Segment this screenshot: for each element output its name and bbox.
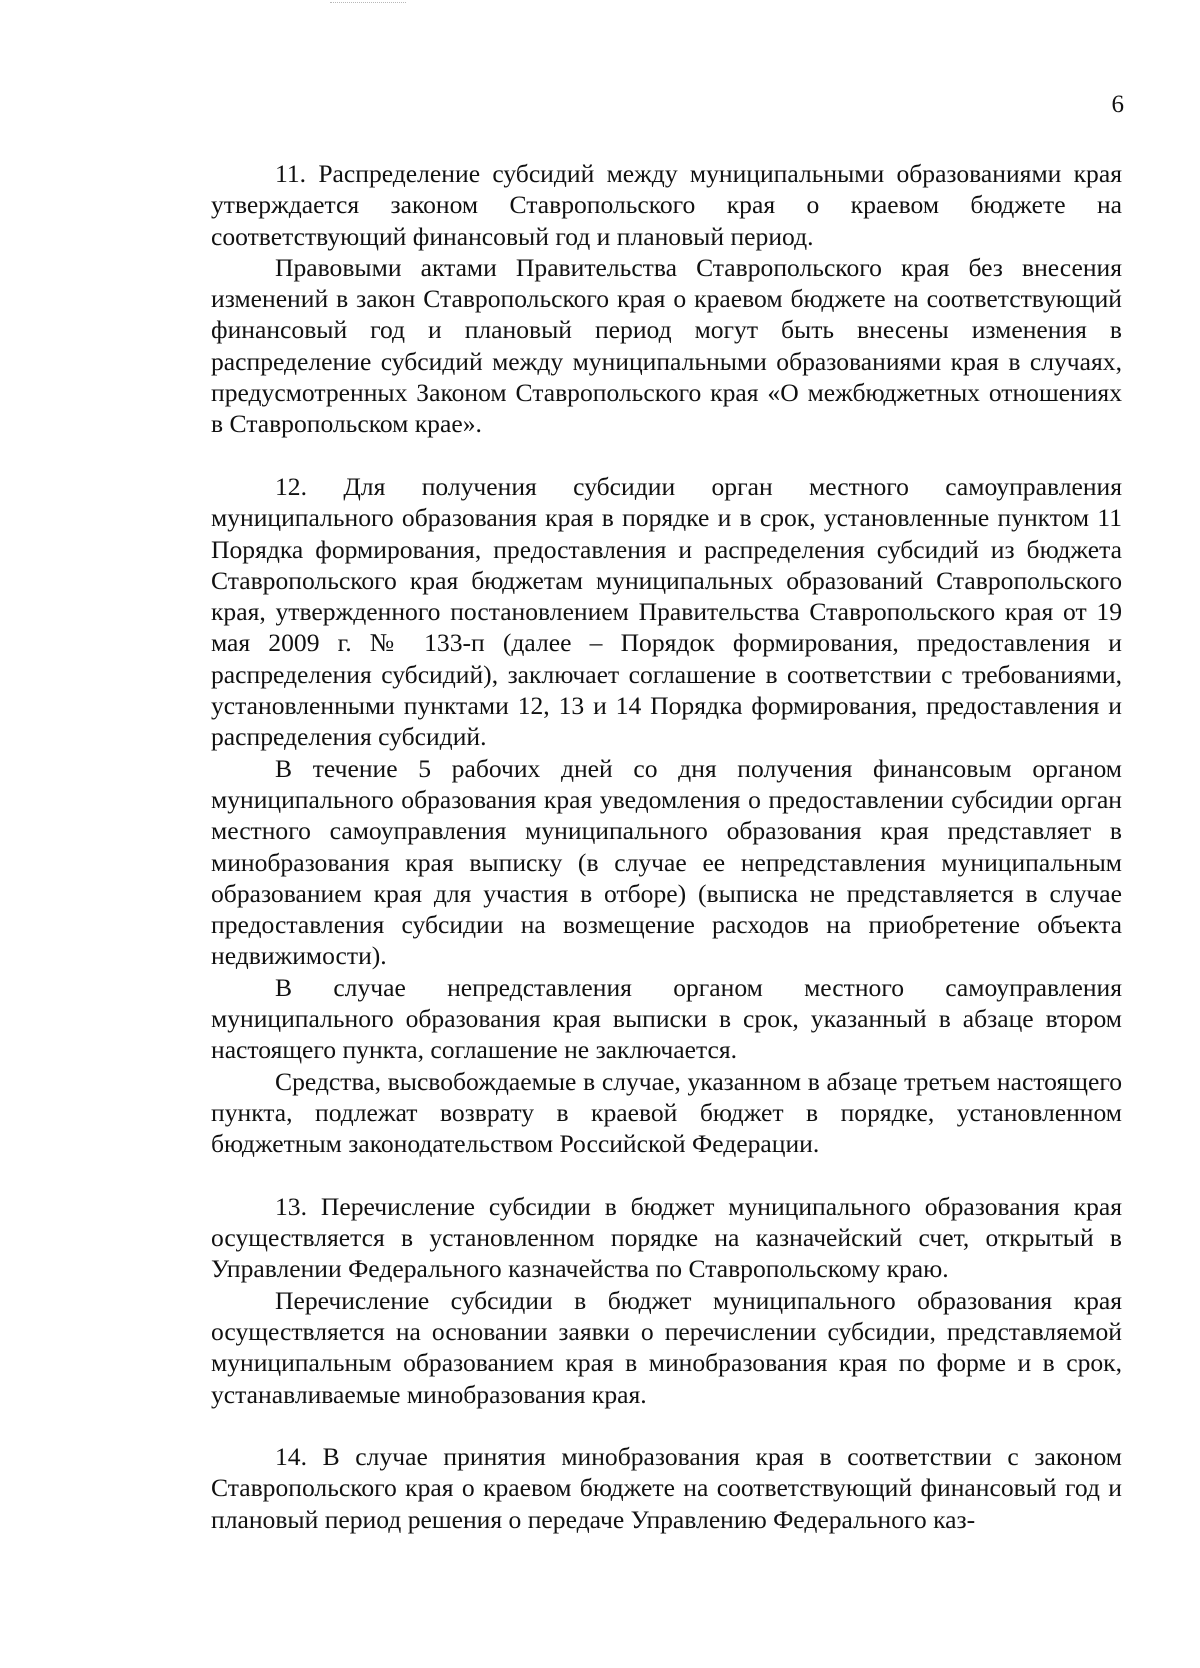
paragraph-12: 12. Для получения субсидии орган местного самоуправления муниципального образования края в порядке и в срок, установленные пунктом 11 Порядка формирования, предоставления и распределения субсидий из бюджета Ставропольского края бюджетам муниципальных образований Ставропольского края, утвержденного постановлением Правительства Ставропольского края от 19 мая 2009 г. № 133-п (далее – Порядок формирования, предоставления и распределения субсидий), заключает соглашение в соответствии с требованиями, установленными пунктами 12, 13 и 14 Порядка формирования, предоставления и распределения субсидий. — [211, 471, 1122, 752]
paragraph-12-no-agreement: В случае непредставления органом местного самоуправления муниципального образования края выписки в срок, указанный в абзаце втором настоящего пункта, соглашение не заключается. — [211, 972, 1122, 1065]
paragraph-13: 13. Перечисление субсидии в бюджет муниципального образования края осуществляется в установленном порядке на казначейский счет, открытый в Управлении Федерального казначейства по Ставропольскому краю. — [211, 1191, 1122, 1284]
paragraph-14: 14. В случае принятия минобразования края в соответствии с законом Ставропольского края о краевом бюджете на соответствующий финансовый год и плановый период решения о передаче Управлению Федерального каз- — [211, 1442, 1122, 1534]
document-body — [211, 158, 1122, 1535]
paragraph-12-funds-return: Средства, высвобождаемые в случае, указанном в абзаце третьем настоящего пункта, подлежат возврату в краевой бюджет в порядке, установленном бюджетным законодательством Российской Федерации. — [211, 1066, 1122, 1159]
page-number: 6 — [1111, 91, 1124, 118]
paragraph-11: 11. Распределение субсидий между муниципальными образованиями края утверждается законом Ставропольского края о краевом бюджете на соответствующий финансовый год и плановый период. — [211, 159, 1122, 251]
paragraph-11-legal-acts: Правовыми актами Правительства Ставропольского края без внесения изменений в закон Ставропольского края о краевом бюджете на соответствующий финансовый год и плановый период могут быть внесены изменения в распределение субсидий между муниципальными образованиями края в случаях, предусмотренных Законом Ставропольского края «О межбюджетных отношениях в Ставропольском крае». — [211, 252, 1122, 439]
paragraph-13-transfer-request: Перечисление субсидии в бюджет муниципального образования края осуществляется на основании заявки о перечислении субсидии, представляемой муниципальным образованием края в минобразования края по форме и в срок, устанавливаемые минобразования края. — [211, 1285, 1122, 1409]
paragraph-12-extract-deadline: В течение 5 рабочих дней со дня получения финансовым органом муниципального образования края уведомления о предоставлении субсидии орган местного самоуправления муниципального образования края представляет в минобразования края выписку (в случае ее непредставления муниципальным образованием края для участия в отборе) (выписка не представляется в случае предоставления субсидии на возмещение расходов на приобретение объекта недвижимости). — [211, 753, 1122, 971]
scan-artifact-line — [330, 2, 406, 3]
